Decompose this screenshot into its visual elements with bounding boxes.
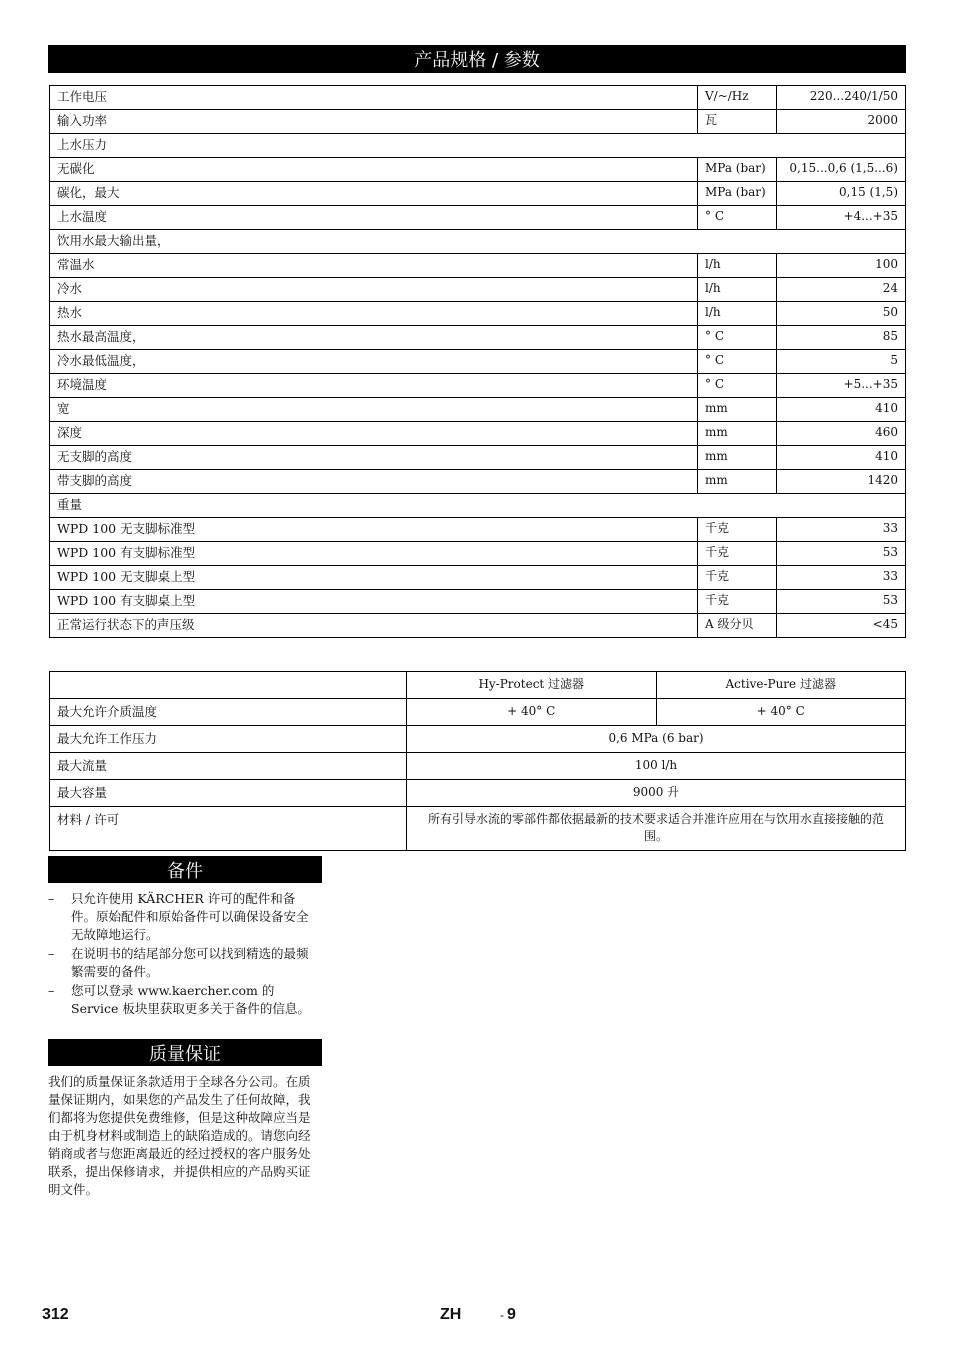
spec-label: 宽 — [50, 398, 698, 422]
spec-value: 410 — [777, 398, 906, 422]
filter-cell-active-pure: + 40° C — [656, 699, 906, 726]
spec-value: 220...240/1/50 — [777, 86, 906, 110]
spec-row — [50, 374, 906, 398]
spec-row — [50, 446, 906, 470]
filter-header-hy-protect: Hy-Protect 过滤器 — [407, 672, 657, 699]
spec-unit: mm — [698, 470, 777, 494]
spec-row — [50, 398, 906, 422]
spec-label: 正常运行状态下的声压级 — [50, 614, 698, 638]
spec-value: 53 — [777, 542, 906, 566]
spec-unit: l/h — [698, 278, 777, 302]
spec-label: 深度 — [50, 422, 698, 446]
spec-label: 上水温度 — [50, 206, 698, 230]
spec-value: 410 — [777, 446, 906, 470]
spec-unit: ° C — [698, 350, 777, 374]
filter-row-label: 最大容量 — [50, 780, 407, 807]
spec-label: WPD 100 无支脚桌上型 — [50, 566, 698, 590]
list-item-text: 在说明书的结尾部分您可以找到精选的最频繁需要的备件。 — [71, 946, 309, 979]
spec-row — [50, 110, 906, 134]
filter-cell-hy-protect: + 40° C — [407, 699, 657, 726]
spec-label: 上水压力 — [50, 134, 906, 158]
spec-label: 无支脚的高度 — [50, 446, 698, 470]
filter-table — [49, 671, 906, 851]
spec-label: 冷水 — [50, 278, 698, 302]
filter-cell-merged: 9000 升 — [407, 780, 906, 807]
spec-row — [50, 566, 906, 590]
parts-list — [48, 890, 320, 1019]
spec-row — [50, 326, 906, 350]
spec-row — [50, 182, 906, 206]
spec-label: 常温水 — [50, 254, 698, 278]
spec-row — [50, 422, 906, 446]
spec-unit: mm — [698, 398, 777, 422]
spec-unit: MPa (bar) — [698, 182, 777, 206]
spec-unit: 千克 — [698, 590, 777, 614]
spec-value: <45 — [777, 614, 906, 638]
spec-value: 53 — [777, 590, 906, 614]
spec-value: 85 — [777, 326, 906, 350]
spec-row — [50, 614, 906, 638]
spec-group-row — [50, 134, 906, 158]
spec-label: 重量 — [50, 494, 906, 518]
spec-value: 2000 — [777, 110, 906, 134]
filter-row-pressure — [50, 726, 906, 753]
list-dash: – — [48, 891, 55, 906]
spec-row — [50, 542, 906, 566]
spec-value: 33 — [777, 566, 906, 590]
spec-label: 输入功率 — [50, 110, 698, 134]
filter-row-label: 最大流量 — [50, 753, 407, 780]
language-code: ZH — [440, 1306, 462, 1323]
sub-page-number — [500, 1306, 516, 1324]
list-dash: – — [48, 983, 55, 998]
sub-page-value: 9 — [507, 1306, 516, 1323]
spec-row — [50, 158, 906, 182]
spec-value: 50 — [777, 302, 906, 326]
spec-unit: ° C — [698, 206, 777, 230]
filter-row-label: 最大允许工作压力 — [50, 726, 407, 753]
filter-row-material — [50, 807, 906, 851]
spec-unit: ° C — [698, 326, 777, 350]
spec-label: 带支脚的高度 — [50, 470, 698, 494]
spec-row — [50, 350, 906, 374]
filter-row-capacity — [50, 780, 906, 807]
spec-unit: 千克 — [698, 542, 777, 566]
spec-label: 热水最高温度， — [50, 326, 698, 350]
filter-row-label: 最大允许介质温度 — [50, 699, 407, 726]
spec-value: +5...+35 — [777, 374, 906, 398]
spec-unit: MPa (bar) — [698, 158, 777, 182]
sub-page-dash: - — [500, 1308, 504, 1322]
filter-row-label: 材料 / 许可 — [50, 807, 407, 851]
filter-row-flow — [50, 753, 906, 780]
filter-header-row — [50, 672, 906, 699]
spec-group-row — [50, 494, 906, 518]
list-item — [48, 945, 320, 981]
spec-row — [50, 470, 906, 494]
list-dash: – — [48, 946, 55, 961]
spec-value: 5 — [777, 350, 906, 374]
spec-value: 0,15 (1,5) — [777, 182, 906, 206]
spec-unit: ° C — [698, 374, 777, 398]
spec-row — [50, 206, 906, 230]
page-number: 312 — [42, 1306, 69, 1323]
spec-value: 1420 — [777, 470, 906, 494]
filter-header-empty — [50, 672, 407, 699]
list-item — [48, 890, 320, 944]
spec-label: 环境温度 — [50, 374, 698, 398]
specs-table — [49, 85, 906, 638]
warranty-paragraph: 我们的质量保证条款适用于全球各分公司。在质量保证期内，如果您的产品发生了任何故障，我们都将为您提供免费维修，但是这种故障应当是由于机身材料或制造上的缺陷造成的。请您向经销商或者与您距离最近的经过授权的客户服务处联系，提出保修请求，并提供相应的产品购买证明文件。 — [48, 1074, 311, 1197]
spec-label: WPD 100 有支脚桌上型 — [50, 590, 698, 614]
spec-label: 工作电压 — [50, 86, 698, 110]
list-item-text: 您可以登录 www.kaercher.com 的 Service 板块里获取更多关于备件的信息。 — [71, 983, 310, 1016]
spec-label: 碳化，最大 — [50, 182, 698, 206]
spec-value: 100 — [777, 254, 906, 278]
spec-row — [50, 86, 906, 110]
spec-row — [50, 518, 906, 542]
spec-unit: l/h — [698, 302, 777, 326]
spec-value: 0,15...0,6 (1,5...6) — [777, 158, 906, 182]
specs-heading: 产品规格 / 参数 — [48, 45, 906, 73]
spec-row — [50, 302, 906, 326]
spec-value: +4...+35 — [777, 206, 906, 230]
list-item-text: 只允许使用 KÄRCHER 许可的配件和备件。原始配件和原始备件可以确保设备安全无故障地运行。 — [71, 891, 309, 942]
spec-unit: mm — [698, 422, 777, 446]
spec-row — [50, 254, 906, 278]
spec-label: 冷水最低温度， — [50, 350, 698, 374]
spec-label: WPD 100 有支脚标准型 — [50, 542, 698, 566]
spec-row — [50, 590, 906, 614]
filter-cell-merged: 所有引导水流的零部件都依据最新的技术要求适合并准许应用在与饮用水直接接触的范围。 — [407, 807, 906, 851]
filter-cell-merged: 100 l/h — [407, 753, 906, 780]
spec-unit: V/~/Hz — [698, 86, 777, 110]
spec-row — [50, 278, 906, 302]
spec-unit: 千克 — [698, 518, 777, 542]
spec-group-row — [50, 230, 906, 254]
spec-unit: l/h — [698, 254, 777, 278]
spec-label: 热水 — [50, 302, 698, 326]
filter-cell-merged: 0,6 MPa (6 bar) — [407, 726, 906, 753]
spec-unit: 瓦 — [698, 110, 777, 134]
filter-header-active-pure: Active-Pure 过滤器 — [656, 672, 906, 699]
spec-unit: 千克 — [698, 566, 777, 590]
list-item — [48, 982, 320, 1018]
spec-label: 饮用水最大输出量， — [50, 230, 906, 254]
spec-label: 无碳化 — [50, 158, 698, 182]
filter-row-temp — [50, 699, 906, 726]
spec-value: 24 — [777, 278, 906, 302]
spec-unit: mm — [698, 446, 777, 470]
spec-label: WPD 100 无支脚标准型 — [50, 518, 698, 542]
spec-value: 33 — [777, 518, 906, 542]
spec-value: 460 — [777, 422, 906, 446]
parts-heading: 备件 — [48, 856, 322, 883]
warranty-heading: 质量保证 — [48, 1039, 322, 1066]
spec-unit: A 级分贝 — [698, 614, 777, 638]
